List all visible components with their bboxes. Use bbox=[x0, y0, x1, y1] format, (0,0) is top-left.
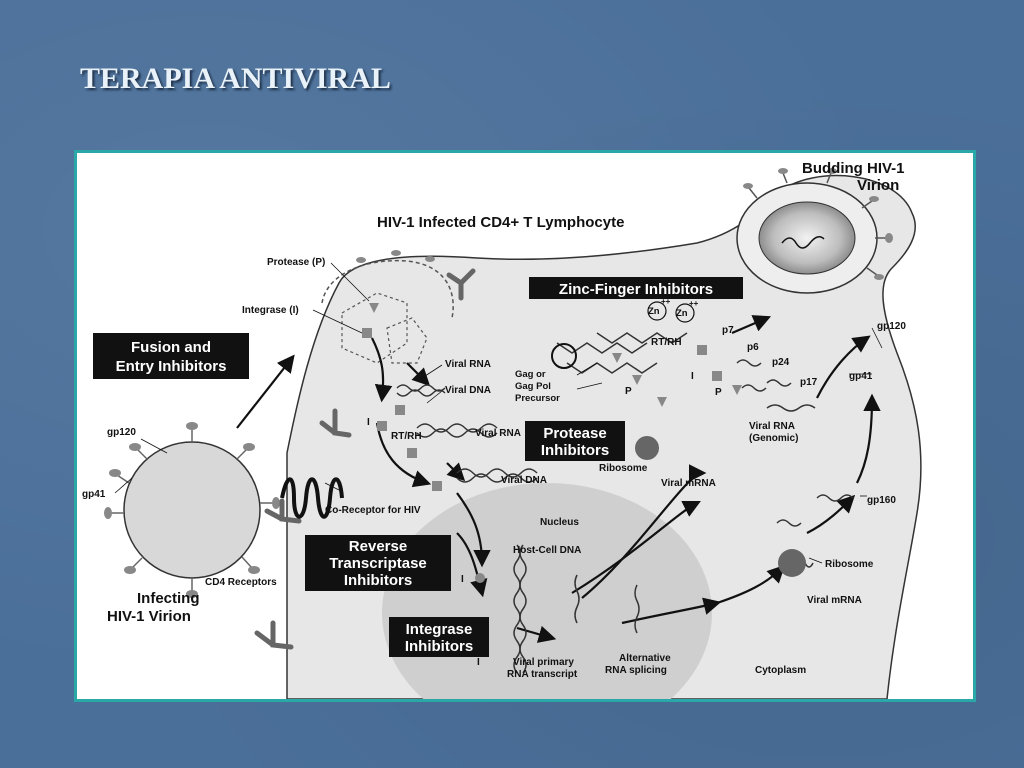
svg-text:Transcriptase: Transcriptase bbox=[329, 555, 427, 572]
label-gag-3: Precursor bbox=[515, 393, 560, 404]
svg-text:Entry Inhibitors: Entry Inhibitors bbox=[115, 358, 227, 375]
integrase-inhibitors-box bbox=[389, 617, 489, 657]
label-protease-p: Protease (P) bbox=[267, 257, 326, 268]
label-gag-2: Gag Pol bbox=[515, 381, 551, 392]
fusion-inhibitors-box bbox=[93, 333, 249, 379]
label-viral-dna-2: Viral DNA bbox=[501, 475, 547, 486]
label-viral-rna-genomic-1: Viral RNA bbox=[749, 421, 795, 432]
label-zn-1-sup: ++ bbox=[661, 297, 671, 306]
label-viral-mrna-2: Viral mRNA bbox=[807, 595, 862, 606]
svg-text:Protease: Protease bbox=[543, 425, 607, 442]
budding-label-2: Virion bbox=[857, 177, 900, 194]
label-p17: p17 bbox=[800, 377, 818, 388]
budding-label-1: Budding HIV-1 bbox=[802, 160, 905, 177]
label-rt-rh-1: RT/RH bbox=[391, 431, 422, 442]
label-primary-1: Viral primary bbox=[513, 657, 574, 668]
label-zn-1: Zn bbox=[648, 306, 660, 317]
label-zn-2-sup: ++ bbox=[689, 299, 699, 308]
label-gp41-left: gp41 bbox=[82, 489, 106, 500]
label-i-3: I bbox=[461, 574, 464, 585]
diagram-title: HIV-1 Infected CD4+ T Lymphocyte bbox=[377, 214, 625, 231]
label-gp120-left: gp120 bbox=[107, 427, 136, 438]
label-viral-rna-2: Viral RNA bbox=[475, 428, 521, 439]
label-p7: p7 bbox=[722, 325, 734, 336]
label-zn-2: Zn bbox=[676, 308, 688, 319]
label-gp41-right: gp41 bbox=[849, 371, 873, 382]
label-gag-1: Gag or bbox=[515, 369, 546, 380]
svg-text:Inhibitors: Inhibitors bbox=[343, 572, 413, 589]
rt-inhibitors-box bbox=[305, 535, 451, 591]
infecting-virion bbox=[104, 422, 280, 598]
infecting-label-1: Infecting bbox=[137, 590, 200, 607]
label-nucleus: Nucleus bbox=[540, 517, 579, 528]
label-splicing-2: RNA splicing bbox=[605, 665, 667, 676]
label-viral-rna-genomic-2: (Genomic) bbox=[749, 433, 799, 444]
svg-text:Fusion and: Fusion and bbox=[131, 339, 211, 356]
label-gp120-right: gp120 bbox=[877, 321, 906, 332]
svg-text:Integrase: Integrase bbox=[405, 621, 473, 638]
label-viral-dna-1: Viral DNA bbox=[445, 385, 491, 396]
hiv-lifecycle-figure bbox=[74, 150, 976, 702]
protease-inhibitors-box bbox=[525, 421, 625, 461]
infecting-label-2: HIV-1 Virion bbox=[107, 608, 191, 625]
label-p6: p6 bbox=[747, 342, 759, 353]
label-viral-rna-1: Viral RNA bbox=[445, 359, 491, 370]
label-ribosome-2: Ribosome bbox=[825, 559, 874, 570]
label-ribosome-1: Ribosome bbox=[599, 463, 648, 474]
label-host-cell-dna: Host-Cell DNA bbox=[513, 545, 582, 556]
label-gp160: gp160 bbox=[867, 495, 896, 506]
label-p-2: P bbox=[715, 387, 722, 398]
label-primary-2: RNA transcript bbox=[507, 669, 578, 680]
zinc-finger-inhibitors-box bbox=[529, 277, 743, 299]
label-viral-mrna-1: Viral mRNA bbox=[661, 478, 716, 489]
label-cd4-receptors: CD4 Receptors bbox=[205, 577, 277, 588]
svg-text:Zinc-Finger Inhibitors: Zinc-Finger Inhibitors bbox=[558, 281, 714, 298]
svg-text:Inhibitors: Inhibitors bbox=[404, 638, 474, 655]
slide-title: TERAPIA ANTIVIRAL bbox=[80, 62, 391, 95]
label-coreceptor: Co-Receptor for HIV bbox=[325, 505, 421, 516]
label-cytoplasm: Cytoplasm bbox=[755, 665, 807, 676]
label-i-1: I bbox=[367, 417, 370, 428]
label-rt-rh-2: RT/RH bbox=[651, 337, 682, 348]
svg-text:Reverse: Reverse bbox=[348, 538, 408, 555]
label-p24: p24 bbox=[772, 357, 790, 368]
label-i-4: I bbox=[477, 657, 480, 668]
label-i-2: I bbox=[691, 371, 694, 382]
svg-text:Inhibitors: Inhibitors bbox=[540, 442, 610, 459]
label-integrase-i: Integrase (I) bbox=[242, 305, 299, 316]
label-p-1: P bbox=[625, 386, 632, 397]
hiv-lifecycle-diagram bbox=[77, 153, 973, 699]
label-splicing-1: Alternative bbox=[619, 653, 671, 664]
